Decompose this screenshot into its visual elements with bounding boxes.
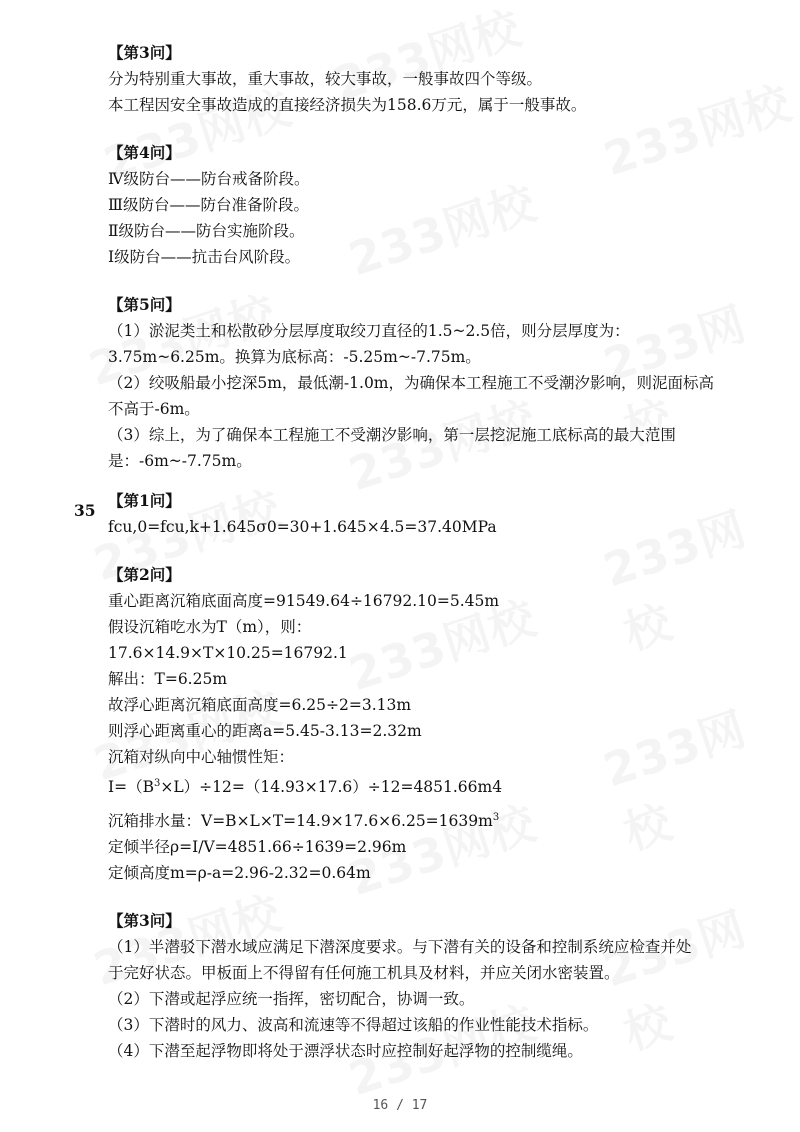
formula-line: 故浮心距离沉箱底面高度=6.25÷2=3.13m <box>108 696 412 714</box>
text-line: Ⅳ级防台——防台戒备阶段。 <box>108 170 310 188</box>
text-line: （1）半潜驳下潜水域应满足下潜深度要求。与下潜有关的设备和控制系统应检查并处 <box>108 938 692 956</box>
text-line: Ⅱ级防台——防台实施阶段。 <box>108 222 305 240</box>
text-line: （4）下潜至起浮物即将处于漂浮状态时应控制好起浮物的控制缆绳。 <box>108 1042 583 1060</box>
displacement-formula: 沉箱排水量：$V=B\times L\times T=14.9\times 17.6\times 6.25=1639m^3$ <box>108 811 500 830</box>
text-line: 不高于-6m。 <box>108 400 200 418</box>
text-line: 是：-6m~-7.75m。 <box>108 452 252 470</box>
section-heading: 【第5问】 <box>108 295 181 314</box>
formula-line: fcu,0=fcu,k+1.645σ0=30+1.645×4.5=37.40MPa <box>108 518 497 536</box>
text-line: 分为特别重大事故，重大事故，较大事故，一般事故四个等级。 <box>108 70 543 88</box>
question-number: 35 <box>74 501 96 520</box>
formula-line: 定倾高度m=ρ-a=2.96-2.32=0.64m <box>108 864 371 882</box>
section-heading: 【第2问】 <box>108 565 181 584</box>
inertia-formula: $I=(B^3\times L)\div 12=(14.93\times 17.6)\div 12=4851.66m4$ <box>108 777 503 796</box>
formula-line: 17.6×14.9×T×10.25=16792.1 <box>108 644 348 662</box>
section-heading: 【第3问】 <box>108 43 181 62</box>
text-line: 3.75m~6.25m。换算为底标高：-5.25m~-7.75m。 <box>108 348 481 366</box>
formula-line: 解出：T=6.25m <box>108 670 228 688</box>
formula-line: 重心距离沉箱底面高度=91549.64÷16792.10=5.45m <box>108 592 500 610</box>
text-line: 于完好状态。甲板面上不得留有任何施工机具及材料，并应关闭水密装置。 <box>108 964 620 982</box>
formula-line: 定倾半径ρ=I/V=4851.66÷1639=2.96m <box>108 838 407 856</box>
page-indicator: 16 / 17 <box>372 1098 428 1113</box>
text-line: （2）绞吸船最小挖深5m，最低潮-1.0m，为确保本工程施工不受潮汐影响，则泥面标高 <box>108 374 715 392</box>
formula-line: 沉箱对纵向中心轴惯性矩： <box>108 748 295 766</box>
text-line: （3）综上，为了确保本工程施工不受潮汐影响，第一层挖泥施工底标高的最大范围 <box>108 426 676 444</box>
section-heading: 【第3问】 <box>108 911 181 930</box>
formula-line: 假设沉箱吃水为T（m），则： <box>108 618 312 636</box>
section-heading: 【第1问】 <box>108 491 181 510</box>
section-heading: 【第4问】 <box>108 143 181 162</box>
text-line: （2）下潜或起浮应统一指挥，密切配合，协调一致。 <box>108 990 475 1008</box>
text-line: （3）下潜时的风力、波高和流速等不得超过该船的作业性能技术指标。 <box>108 1016 599 1034</box>
text-line: Ⅰ级防台——抗击台风阶段。 <box>108 248 301 266</box>
formula-line: 则浮心距离重心的距离a=5.45-3.13=2.32m <box>108 722 422 740</box>
text-line: （1）淤泥类土和松散砂分层厚度取绞刀直径的1.5~2.5倍，则分层厚度为： <box>108 322 630 340</box>
text-line: Ⅲ级防台——防台准备阶段。 <box>108 196 309 214</box>
text-line: 本工程因安全事故造成的直接经济损失为158.6万元，属于一般事故。 <box>108 96 587 114</box>
document-body <box>108 40 748 1064</box>
